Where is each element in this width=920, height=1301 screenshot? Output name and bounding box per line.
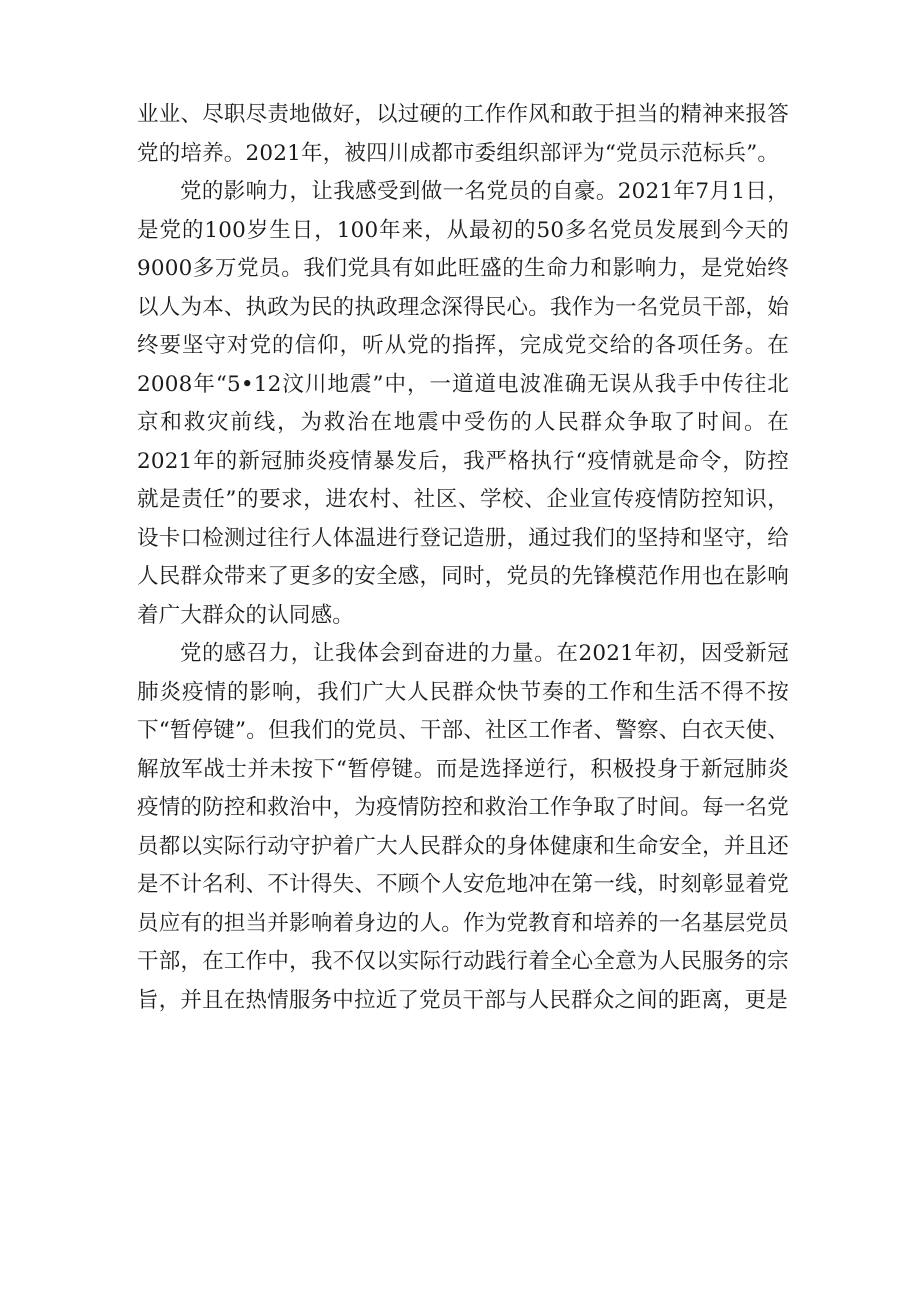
document-body — [137, 96, 789, 1020]
paragraph-2: 党的影响力，让我感受到做一名党员的自豪。2021年7月1日，是党的100岁生日，100年来，从最初的50多名党员发展到今天的9000多万党员。我们党具有如此旺盛的生命力和影响力，是党始终以人为本、执政为民的执政理念深得民心。我作为一名党员干部，始终要坚守对党的信仰，听从党的指挥，完成党交给的各项任务。在2008年“5•12汶川地震”中，一道道电波准确无误从我手中传往北京和救灾前线，为救治在地震中受伤的人民群众争取了时间。在2021年的新冠肺炎疫情暴发后，我严格执行“疫情就是命令，防控就是责任”的要求，进农村、社区、学校、企业宣传疫情防控知识，设卡口检测过往行人体温进行登记造册，通过我们的坚持和坚守，给人民群众带来了更多的安全感，同时，党员的先锋模范作用也在影响着广大群众的认同感。 — [137, 179, 789, 628]
paragraph-1: 业业、尽职尽责地做好，以过硬的工作作风和敢于担当的精神来报答党的培养。2021年，被四川成都市委组织部评为“党员示范标兵”。 — [137, 102, 789, 166]
paragraph-3: 党的感召力，让我体会到奋进的力量。在2021年初，因受新冠肺炎疫情的影响，我们广大人民群众快节奏的工作和生活不得不按下“暂停键”。但我们的党员、干部、社区工作者、警察、白衣天使、解放军战士并未按下“暂停键。而是选择逆行，积极投身于新冠肺炎疫情的防控和救治中，为疫情防控和救治工作争取了时间。每一名党员都以实际行动守护着广大人民群众的身体健康和生命安全，并且还是不计名利、不计得失、不顾个人安危地冲在第一线，时刻彰显着党员应有的担当并影响着身边的人。作为党教育和培养的一名基层党员干部，在工作中，我不仅以实际行动践行着全心全意为人民服务的宗旨，并且在热情服务中拉近了党员干部与人民群众之间的距离，更是 — [137, 641, 789, 1013]
